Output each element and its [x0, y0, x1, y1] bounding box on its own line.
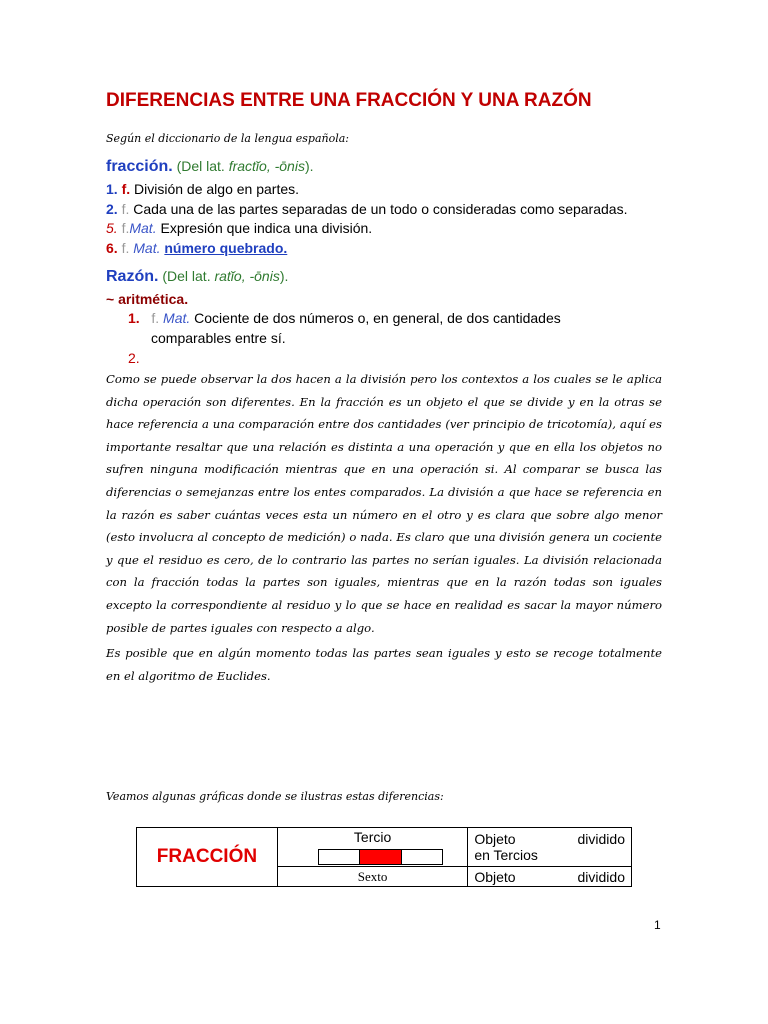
numero-quebrado-link[interactable]: número quebrado.	[164, 240, 288, 256]
tercio-part-3	[402, 850, 443, 864]
tercio-bar	[318, 849, 443, 865]
tercio-cell	[277, 828, 467, 867]
fraccion-def-1: 1. f. División de algo en partes.	[106, 181, 300, 197]
explanation-paragraph-2: Es posible que en algún momento todas las partes sean iguales y esto se recoge totalmente en el algoritmo de Euclides.	[106, 646, 662, 683]
razon-subentry: ~ aritmética.	[106, 291, 189, 307]
fraction-table	[136, 827, 632, 887]
tercio-label: Tercio	[353, 829, 392, 845]
fraccion-def-5: 5. f.Mat. Expresión que indica una división.	[106, 220, 373, 236]
razon-etymology: (Del lat. ratĭo, -ōnis).	[162, 268, 289, 284]
fraccion-word: fracción.	[106, 158, 173, 175]
sexto-description: Objeto dividido	[468, 867, 632, 887]
sexto-label: Sexto	[277, 867, 467, 887]
tercio-part-1	[319, 850, 360, 864]
intro-text: Según el diccionario de la lengua española:	[106, 132, 349, 145]
fraccion-label: FRACCIÓN	[137, 828, 278, 887]
razon-def-1: 1. f. Mat. Cociente de dos números o, en general, de dos cantidades	[128, 310, 561, 326]
fraccion-headword	[106, 158, 314, 176]
page-number: 1	[654, 918, 661, 932]
razon-headword	[106, 268, 288, 286]
fraccion-etymology: (Del lat. fractĭo, -ōnis).	[176, 158, 314, 174]
figures-caption: Veamos algunas gráficas donde se ilustras estas diferencias:	[106, 790, 444, 803]
fraccion-def-2: 2. f. Cada una de las partes separadas de un todo o consideradas como separadas.	[106, 201, 628, 217]
fraccion-def-6: 6. f. Mat. número quebrado.	[106, 240, 288, 256]
razon-word: Razón.	[106, 268, 159, 285]
tercio-description: Objeto dividido en Tercios	[468, 828, 632, 867]
tercio-part-2-highlighted	[360, 850, 402, 864]
razon-def-2: 2.	[128, 350, 140, 366]
explanation-paragraph-1: Como se puede observar la dos hacen a la división pero los contextos a los cuales se le aplica dicha operación son diferentes. En la fracción es un objeto el que se divide y en la otras se hace referencia a una comparación entre dos cantidades (ver principio de tricotomía), aquí es importante resaltar que una relación es distinta a una operación y que en ella los objetos no sufren ninguna modificación mientras que en una operación si. Al comparar se busca las diferencias o semejanzas entre los entes comparados. La división a que hace se referencia en la razón es saber cuántas veces esta un número en el otro y es clara que sobre algo menor (esto involucra al concepto de medición) o nada. Es claro que una división genera un cociente y que el residuo es cero, de lo contrario las partes no serían iguales. La división relacionada con la fracción todas la partes son iguales, mientras que en la razón todas son iguales excepto la correspondiente al residuo y lo que se hace en realidad es sacar la mayor número posible de partes iguales con respecto a algo.	[106, 372, 662, 635]
page-title: DIFERENCIAS ENTRE UNA FRACCIÓN Y UNA RAZÓN	[106, 90, 592, 111]
razon-def-1-cont: comparables entre sí.	[151, 330, 286, 346]
